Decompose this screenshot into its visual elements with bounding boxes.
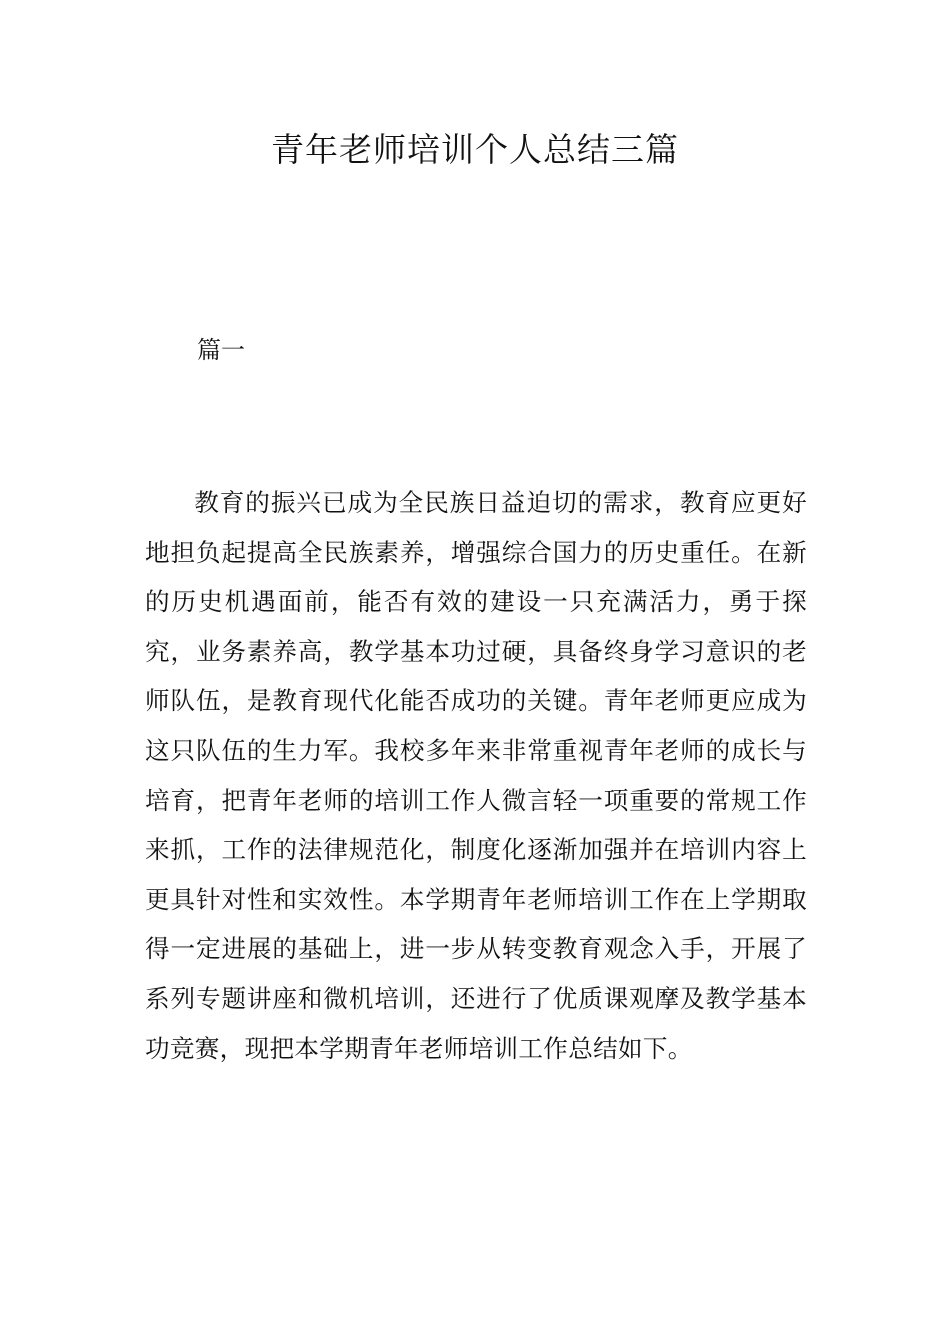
section-heading: 篇一 (197, 336, 245, 364)
body-paragraph: 教育的振兴已成为全民族日益迫切的需求，教育应更好地担负起提高全民族素养，增强综合国力的历史重任。在新的历史机遇面前，能否有效的建设一只充满活力，勇于探究，业务素养高，教学基本功过硬，具备终身学习意识的老师队伍，是教育现代化能否成功的关键。青年老师更应成为这只队伍的生力军。我校多年来非常重视青年老师的成长与培育，把青年老师的培训工作人微言轻一项重要的常规工作来抓，工作的法律规范化，制度化逐渐加强并在培训内容上更具针对性和实效性。本学期青年老师培训工作在上学期取得一定进展的基础上，进一步从转变教育观念入手，开展了系列专题讲座和微机培训，还进行了优质课观摩及教学基本功竞赛，现把本学期青年老师培训工作总结如下。 (145, 488, 807, 1063)
document-title: 青年老师培训个人总结三篇 (271, 130, 679, 169)
